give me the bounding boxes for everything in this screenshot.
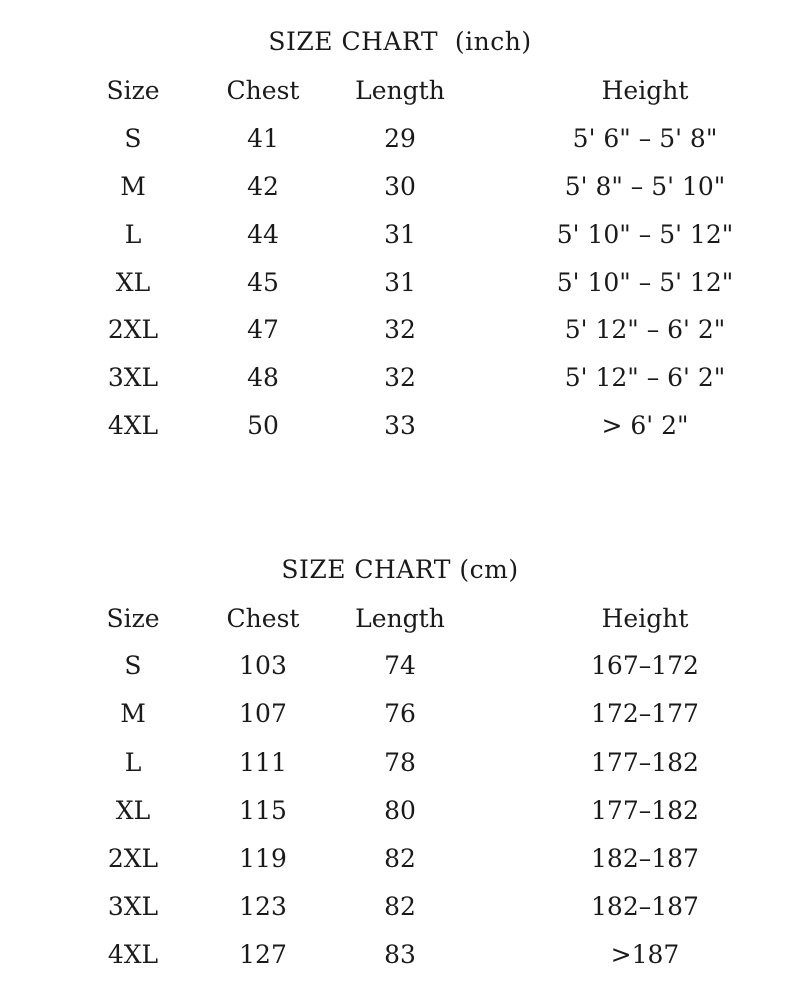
height-cell: 5' 10" – 5' 12" [556,268,734,297]
inch-header-row [0,72,800,110]
size-cell: S [124,124,142,153]
cm-header-height: Height [601,604,689,633]
chest-cell: 47 [247,315,279,344]
height-cell: >187 [610,940,680,969]
chest-cell: 115 [239,796,287,825]
chest-cell: 107 [239,699,287,728]
chest-cell: 44 [247,220,279,249]
table-row [0,120,800,158]
table-row [0,888,800,926]
inch-header-height: Height [601,76,689,105]
length-cell: 32 [384,315,416,344]
chest-cell: 45 [247,268,279,297]
size-cell: L [124,220,142,249]
size-cell: XL [115,268,151,297]
table-row [0,695,800,733]
table-row [0,840,800,878]
length-cell: 31 [384,220,416,249]
chest-cell: 119 [239,844,287,873]
inch-header-chest: Chest [226,76,300,105]
length-cell: 82 [384,844,416,873]
cm-header-chest: Chest [226,604,300,633]
size-cell: 2XL [107,844,159,873]
height-cell: 172–177 [591,699,699,728]
height-cell: > 6' 2" [601,411,689,440]
size-cell: 3XL [107,892,159,921]
table-row [0,407,800,445]
table-row [0,936,800,974]
height-cell: 5' 12" – 6' 2" [564,315,726,344]
size-cell: 4XL [107,411,159,440]
length-cell: 32 [384,363,416,392]
height-cell: 182–187 [591,892,699,921]
chest-cell: 50 [247,411,279,440]
size-cell: 4XL [107,940,159,969]
length-cell: 31 [384,268,416,297]
height-cell: 167–172 [591,651,699,680]
table-row [0,311,800,349]
table-row [0,264,800,302]
cm-chart-title: SIZE CHART (cm) [281,555,519,584]
length-cell: 78 [384,748,416,777]
length-cell: 33 [384,411,416,440]
inch-header-size: Size [106,76,160,105]
chest-cell: 42 [247,172,279,201]
size-cell: S [124,651,142,680]
length-cell: 29 [384,124,416,153]
length-cell: 80 [384,796,416,825]
table-row [0,647,800,685]
height-cell: 177–182 [591,796,699,825]
height-cell: 177–182 [591,748,699,777]
height-cell: 5' 6" – 5' 8" [572,124,718,153]
size-cell: 3XL [107,363,159,392]
table-row [0,168,800,206]
chest-cell: 123 [239,892,287,921]
length-cell: 74 [384,651,416,680]
size-cell: M [120,172,146,201]
height-cell: 5' 8" – 5' 10" [564,172,726,201]
chest-cell: 41 [247,124,279,153]
cm-header-row [0,600,800,638]
length-cell: 83 [384,940,416,969]
table-row [0,359,800,397]
height-cell: 5' 12" – 6' 2" [564,363,726,392]
size-cell: M [120,699,146,728]
height-cell: 182–187 [591,844,699,873]
size-cell: L [124,748,142,777]
table-row [0,216,800,254]
chest-cell: 48 [247,363,279,392]
cm-header-size: Size [106,604,160,633]
inch-header-length: Length [355,76,445,105]
size-cell: XL [115,796,151,825]
length-cell: 82 [384,892,416,921]
length-cell: 76 [384,699,416,728]
size-cell: 2XL [107,315,159,344]
chest-cell: 103 [239,651,287,680]
table-row [0,792,800,830]
cm-header-length: Length [355,604,445,633]
chest-cell: 127 [239,940,287,969]
height-cell: 5' 10" – 5' 12" [556,220,734,249]
table-row [0,744,800,782]
length-cell: 30 [384,172,416,201]
chest-cell: 111 [239,748,287,777]
inch-chart-title: SIZE CHART (inch) [268,27,532,56]
